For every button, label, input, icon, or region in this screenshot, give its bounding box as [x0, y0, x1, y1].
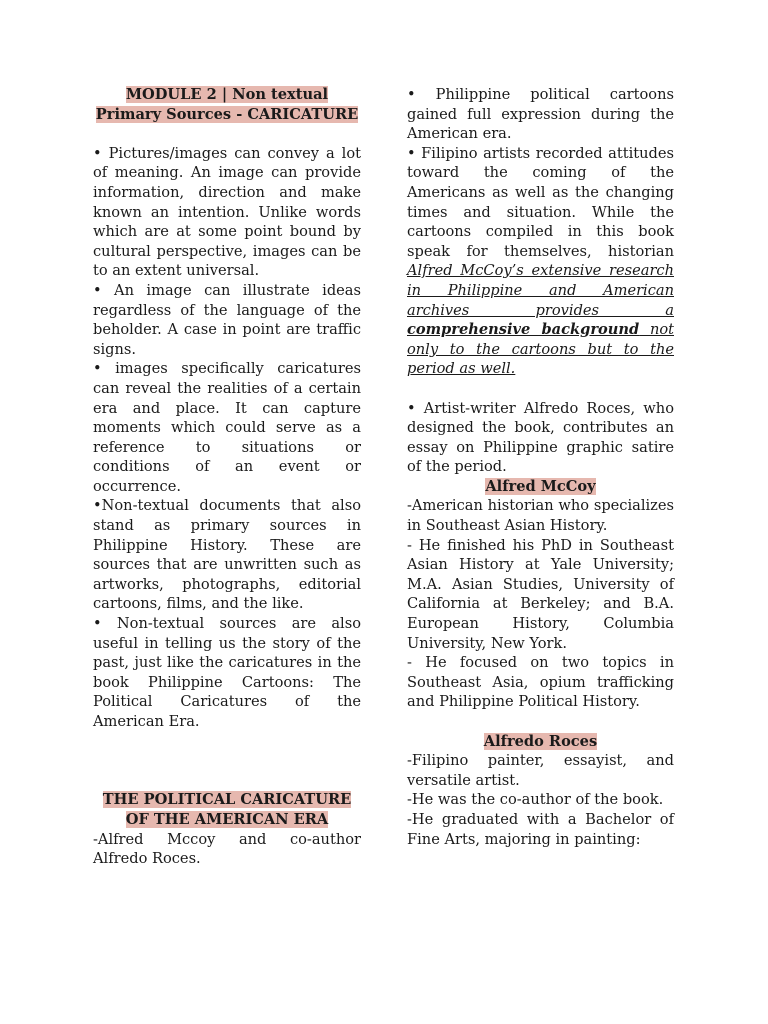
module-title: MODULE 2 | Non textual Primary Sources - CARICATURE — [95, 86, 359, 123]
roces-line-3: -He graduated with a Bachelor of Fine Arts, majoring in painting: — [407, 810, 674, 848]
mccoy-line-1: -American historian who specializes in Southeast Asian History. — [407, 497, 674, 535]
mccoy-heading-block — [407, 477, 674, 497]
right-bullet-1: • Philippine political cartoons gained full expression during the American era. — [407, 86, 674, 143]
left-bullet-2: • An image can illustrate ideas regardless of the language of the beholder. A case in point are traffic signs. — [93, 281, 361, 358]
left-column — [93, 85, 361, 869]
module-title-block — [93, 85, 361, 124]
left-bullet-1: • Pictures/images can convey a lot of meaning. An image can provide information, direction and make known an intention. Unlike words which are at some point bound by cultural perspective, images can be to an extent universal. — [93, 144, 361, 280]
mccoy-line-2: - He finished his PhD in Southeast Asian History at Yale University; M.A. Asian Studies, University of California at Berkeley; and B.A. European History, Columbia University, New York. — [407, 536, 674, 652]
bullet-2-tail: not only to the cartoons but to the period as well. — [407, 321, 674, 378]
section-text: -Alfred Mccoy and co-author Alfredo Roces. — [93, 830, 361, 868]
spacer — [93, 732, 361, 771]
right-bullet-3: • Artist-writer Alfredo Roces, who designed the book, contributes an essay on Philippine graphic satire of the period. — [407, 399, 674, 476]
left-bullet-5: • Non-textual sources are also useful in telling us the story of the past, just like the caricatures in the book Philippine Cartoons: The Political Caricatures of the American Era. — [93, 615, 361, 730]
spacer — [93, 124, 361, 144]
spacer — [407, 712, 674, 732]
mccoy-line-3: - He focused on two topics in Southeast Asia, opium trafficking and Philippine Political History. — [407, 654, 674, 711]
roces-line-2: -He was the co-author of the book. — [407, 791, 664, 809]
right-bullet-2 — [407, 144, 674, 379]
spacer — [407, 379, 674, 399]
section-heading: THE POLITICAL CARICATURE OF THE AMERICAN ERA — [102, 791, 352, 828]
left-bullet-4: •Non-textual documents that also stand as primary sources in Philippine History. These are sources that are unwritten such as artworks, photographs, editorial cartoons, films, and the like. — [93, 497, 361, 613]
mccoy-heading: Alfred McCoy — [485, 477, 596, 495]
section-heading-block — [93, 790, 361, 829]
spacer — [93, 771, 361, 791]
roces-line-1: -Filipino painter, essayist, and versatile artist. — [407, 752, 674, 789]
roces-heading: Alfredo Roces — [483, 732, 598, 750]
bullet-2-lead: • Filipino artists recorded attitudes toward the coming of the Americans as well as the changing times and situation. While the cartoons compiled in this book speak for themselves, historian — [407, 144, 674, 260]
right-column — [407, 85, 674, 849]
mccoy-research-link: Alfred McCoy’s extensive research in Philippine and American archives provides a — [407, 262, 674, 319]
comprehensive-background: comprehensive background — [407, 321, 640, 339]
left-bullet-3: • images specifically caricatures can reveal the realities of a certain era and place. It can capture moments which could serve as a reference to situations or conditions of an event or occurrence. — [93, 360, 361, 495]
roces-heading-block — [407, 732, 674, 752]
